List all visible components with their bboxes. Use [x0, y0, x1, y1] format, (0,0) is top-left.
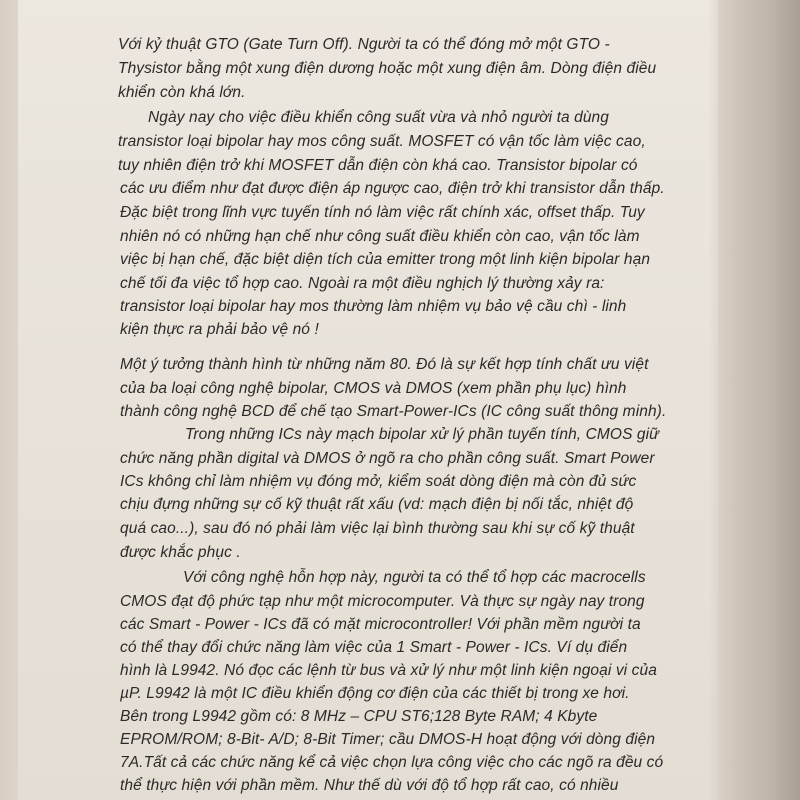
text-line: µP. L9942 là một IC điều khiển động cơ điện của các thiết bị trong xe hơi. — [120, 685, 630, 703]
text-line: Với công nghệ hỗn hợp này, người ta có thể tổ hợp các macrocells — [183, 569, 646, 587]
text-line: quá cao...), sau đó nó phải làm việc lại bình thường sau khi sự cố kỹ thuật — [120, 520, 635, 538]
text-line: thành công nghệ BCD để chế tạo Smart-Power-ICs (IC công suất thông minh). — [120, 402, 667, 420]
text-line: kiện thực ra phải bảo vệ nó ! — [120, 320, 319, 338]
text-line: 7A.Tất cả các chức năng kể cả việc chọn lựa công việc cho các ngõ ra đều có — [120, 754, 664, 772]
text-line: transistor loại bipolar hay mos thường làm nhiệm vụ bảo vệ cầu chì - linh — [120, 297, 627, 315]
text-line: tuy nhiên điện trở khi MOSFET dẫn điện còn khá cao. Transistor bipolar có — [118, 156, 638, 174]
text-line: transistor loại bipolar hay mos công suất. MOSFET có vận tốc làm việc cao, — [118, 132, 646, 150]
text-line: có thể thay đổi chức năng làm việc của 1 Smart - Power - ICs. Ví dụ điển — [120, 639, 628, 657]
text-line: Bên trong L9942 gồm có: 8 MHz – CPU ST6;128 Byte RAM; 4 Kbyte — [120, 708, 598, 726]
text-line: chế tối đa việc tổ hợp cao. Ngoài ra một điều nghịch lý thường xảy ra: — [120, 274, 605, 292]
text-line: chức năng phần digital và DMOS ở ngõ ra cho phần công suất. Smart Power — [120, 450, 655, 468]
text-line: EPROM/ROM; 8-Bit- A/D; 8-Bit Timer; cầu DMOS-H hoạt động với dòng điện — [120, 731, 656, 749]
text-line: CMOS đạt độ phức tạp như một microcomputer. Và thực sự ngày nay trong — [120, 593, 645, 611]
text-line: Với kỷ thuật GTO (Gate Turn Off). Người ta có thể đóng mở một GTO - — [118, 36, 610, 53]
text-line: Đặc biệt trong lĩnh vực tuyến tính nó làm việc rất chính xác, offset thấp. Tuy — [120, 203, 645, 221]
text-line: nhiên nó có những hạn chế như công suất điều khiển còn cao, vận tốc làm — [120, 227, 640, 245]
text-line: các Smart - Power - ICs đã có mặt microcontroller! Với phần mềm người ta — [120, 616, 641, 634]
text-line: chịu đựng những sự cố kỹ thuật rất xấu (vd: mạch điện bị nối tắc, nhiệt độ — [120, 496, 634, 514]
text-line: các ưu điểm như đạt được điện áp ngược cao, điện trở khi transistor dẫn thấp. — [120, 179, 665, 197]
text-line: Trong những ICs này mạch bipolar xử lý phần tuyến tính, CMOS giữ — [185, 426, 660, 444]
text-line: hình là L9942. Nó đọc các lệnh từ bus và xử lý như một linh kiện ngoại vi của — [120, 662, 657, 680]
text-line: được khắc phục . — [120, 544, 241, 562]
text-line: của ba loại công nghệ bipolar, CMOS và DMOS (xem phần phụ lục) hình — [120, 379, 627, 397]
text-line: Một ý tưởng thành hình từ những năm 80. Đó là sự kết hợp tính chất ưu việt — [120, 355, 649, 373]
text-line: Ngày nay cho việc điều khiển công suất vừa và nhỏ người ta dùng — [148, 108, 609, 126]
text-line: khiển còn khá lớn. — [118, 83, 246, 101]
text-line: thể thực hiện với phần mềm. Như thế dù với độ tổ hợp rất cao, có nhiều — [120, 777, 619, 794]
text-line: Thysistor bằng một xung điện dương hoặc một xung điện âm. Dòng điện điều — [118, 59, 657, 77]
text-line: việc bị hạn chế, đặc biệt diện tích của emitter trong một linh kiện bipolar hạn — [120, 250, 651, 268]
text-line: ICs không chỉ làm nhiệm vụ đóng mở, kiểm soát dòng điện mà còn đủ sức — [120, 473, 637, 491]
